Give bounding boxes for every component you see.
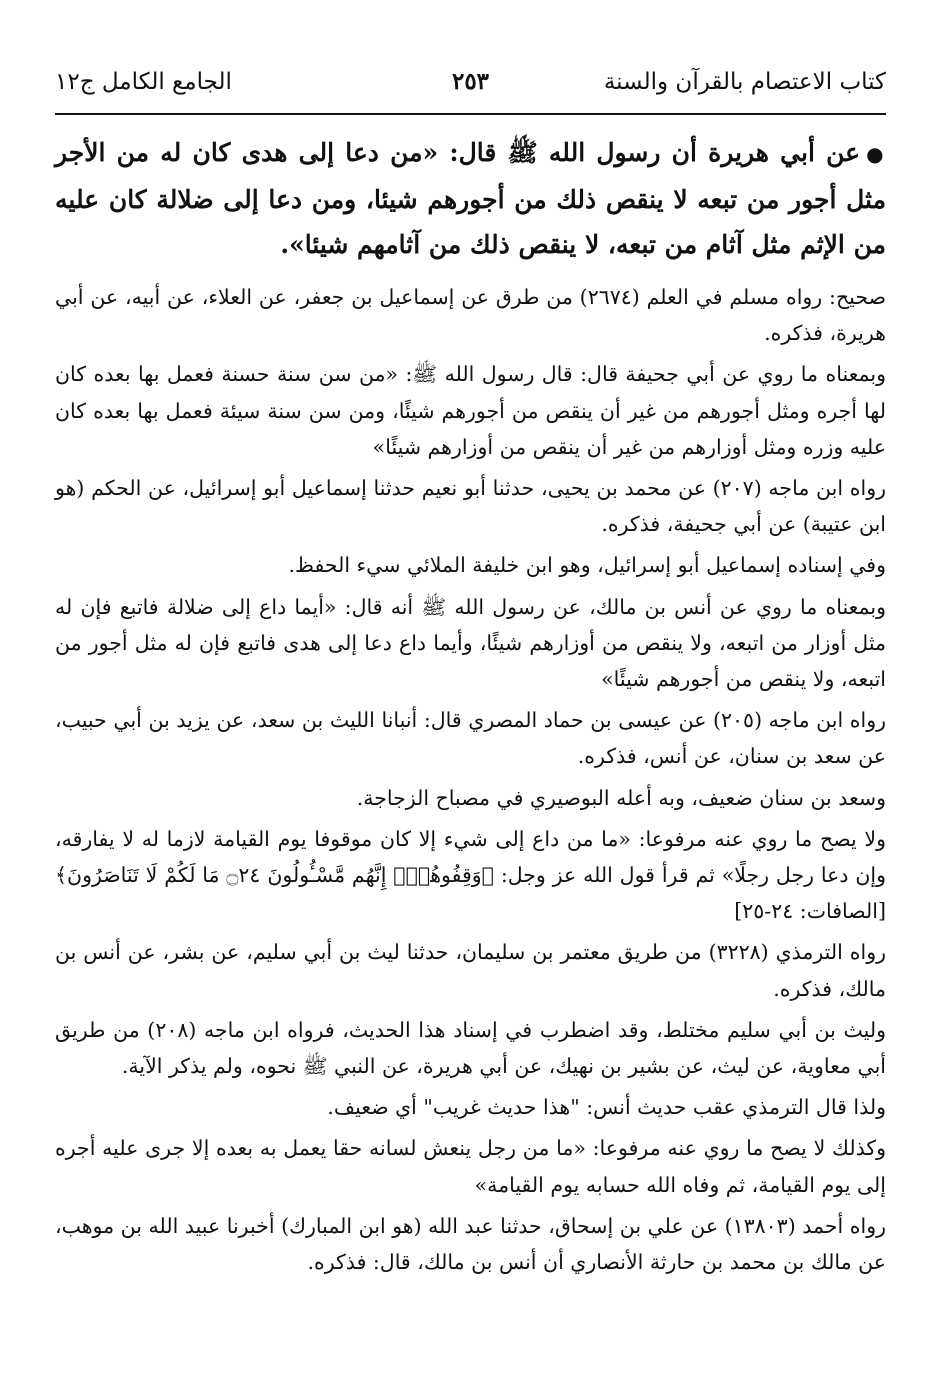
book-title: كتاب الاعتصام بالقرآن والسنة bbox=[603, 69, 886, 95]
paragraph-layth-note: وليث بن أبي سليم مختلط، وقد اضطرب في إسناد هذا الحديث، فرواه ابن ماجه (٢٠٨) من طريق أبي معاوية، عن ليث، عن بشير بن نهيك، عن أبي هريرة، عن النبي ﷺ نحوه، ولم يذكر الآية. bbox=[55, 1017, 886, 1079]
running-header bbox=[55, 62, 886, 102]
paragraph-ibn-majah-205: رواه ابن ماجه (٢٠٥) عن عيسى بن حماد المصري قال: أنبانا الليث بن سعد، عن يزيد بن أبي حبيب، عن سعد بن سنان، عن أنس، فذكره. bbox=[55, 708, 886, 769]
paragraph-grading: صحيح: رواه مسلم في العلم (٢٦٧٤) من طرق عن إسماعيل بن جعفر، عن العلاء، عن أبيه، عن أبي هريرة، فذكره. bbox=[55, 285, 886, 346]
header-rule bbox=[55, 113, 886, 115]
paragraph-tirmidhi-comment: ولذا قال الترمذي عقب حديث أنس: "هذا حديث غريب" أي ضعيف. bbox=[327, 1095, 886, 1120]
paragraph-abu-juhayfa: وبمعناه ما روي عن أبي جحيفة قال: قال رسول الله ﷺ: «من سن سنة حسنة فعمل بها بعده كان لها أجره ومثل أجورهم من غير أن ينقص من أجورهم شيئًا، ومن سن سنة سيئة فعمل بها بعده كان عليه وزره ومثل أوزارهم من غير أن ينقص من أوزارهم شيئًا» bbox=[55, 362, 886, 459]
hadith-text-content: عن أبي هريرة أن رسول الله ﷺ قال: «من دعا إلى هدى كان له من الأجر مثل أجور من تبعه لا ينقص ذلك من أجورهم شيئا، ومن دعا إلى ضلالة كان عليه من الإثم مثل آثام من تبعه، لا ينقص ذلك من آثامهم شيئا». bbox=[55, 138, 886, 259]
paragraph-marfu-verse: ولا يصح ما روي عنه مرفوعا: «ما من داع إلى شيء إلا كان موقوفا يوم القيامة لازما له لا يفارقه، وإن دعا رجل رجلًا» ثم قرأ قول الله عز وجل: ﴿وَقِفُوهُمْۖ إِنَّهُم مَّسْـُٔولُونَ ۝٢٤ مَا لَكُمْ لَا تَنَاصَرُونَ﴾ [الصافات: ٢٤-٢٥] bbox=[55, 826, 886, 924]
hadith-text bbox=[55, 128, 886, 267]
series-volume: الجامع الكامل ج١٢ bbox=[55, 69, 232, 95]
paragraph-ahmad-13803: رواه أحمد (١٣٨٠٣) عن علي بن إسحاق، حدثنا عبد الله (هو ابن المبارك) أخبرنا عبيد الله بن موهب، عن مالك بن محمد بن حارثة الأنصاري أن أنس بن مالك، قال: فذكره. bbox=[55, 1213, 887, 1275]
paragraph-tirmidhi-3228: رواه الترمذي (٣٢٢٨) من طريق معتمر بن سليمان، حدثنا ليث بن أبي سليم، عن بشر، عن أنس بن مالك، فذكره. bbox=[55, 940, 886, 1001]
paragraph-saad-note: وسعد بن سنان ضعيف، وبه أعله البوصيري في مصباح الزجاجة. bbox=[356, 785, 886, 810]
paragraph-anas: وبمعناه ما روي عن أنس بن مالك، عن رسول الله ﷺ أنه قال: «أيما داع إلى ضلالة فاتبع فإن له مثل أوزار من اتبعه، ولا ينقص من أوزارهم شيئًا، وأيما داع دعا إلى هدى فاتبع فإن له مثل أجور من اتبعه، ولا ينقص من أجورهم شيئًا» bbox=[55, 594, 886, 692]
paragraph-ibn-majah-207: رواه ابن ماجه (٢٠٧) عن محمد بن يحيى، حدثنا أبو نعيم حدثنا إسماعيل أبو إسرائيل، عن الحكم (هو ابن عتيبة) عن أبي جحيفة، فذكره. bbox=[55, 476, 886, 537]
paragraph-marfu-2: وكذلك لا يصح ما روي عنه مرفوعا: «ما من رجل ينعش لسانه حقا يعمل به بعده إلا جرى عليه أجره إلى يوم القيامة، ثم وفاه الله حسابه يوم القيامة» bbox=[55, 1136, 886, 1197]
page-number: ٢٥٣ bbox=[451, 68, 490, 95]
bullet-icon: ● bbox=[866, 142, 887, 166]
page-body bbox=[55, 128, 886, 1285]
paragraph-isnad-note: وفي إسناده إسماعيل أبو إسرائيل، وهو ابن خليفة الملائي سيء الحفظ. bbox=[288, 553, 886, 578]
